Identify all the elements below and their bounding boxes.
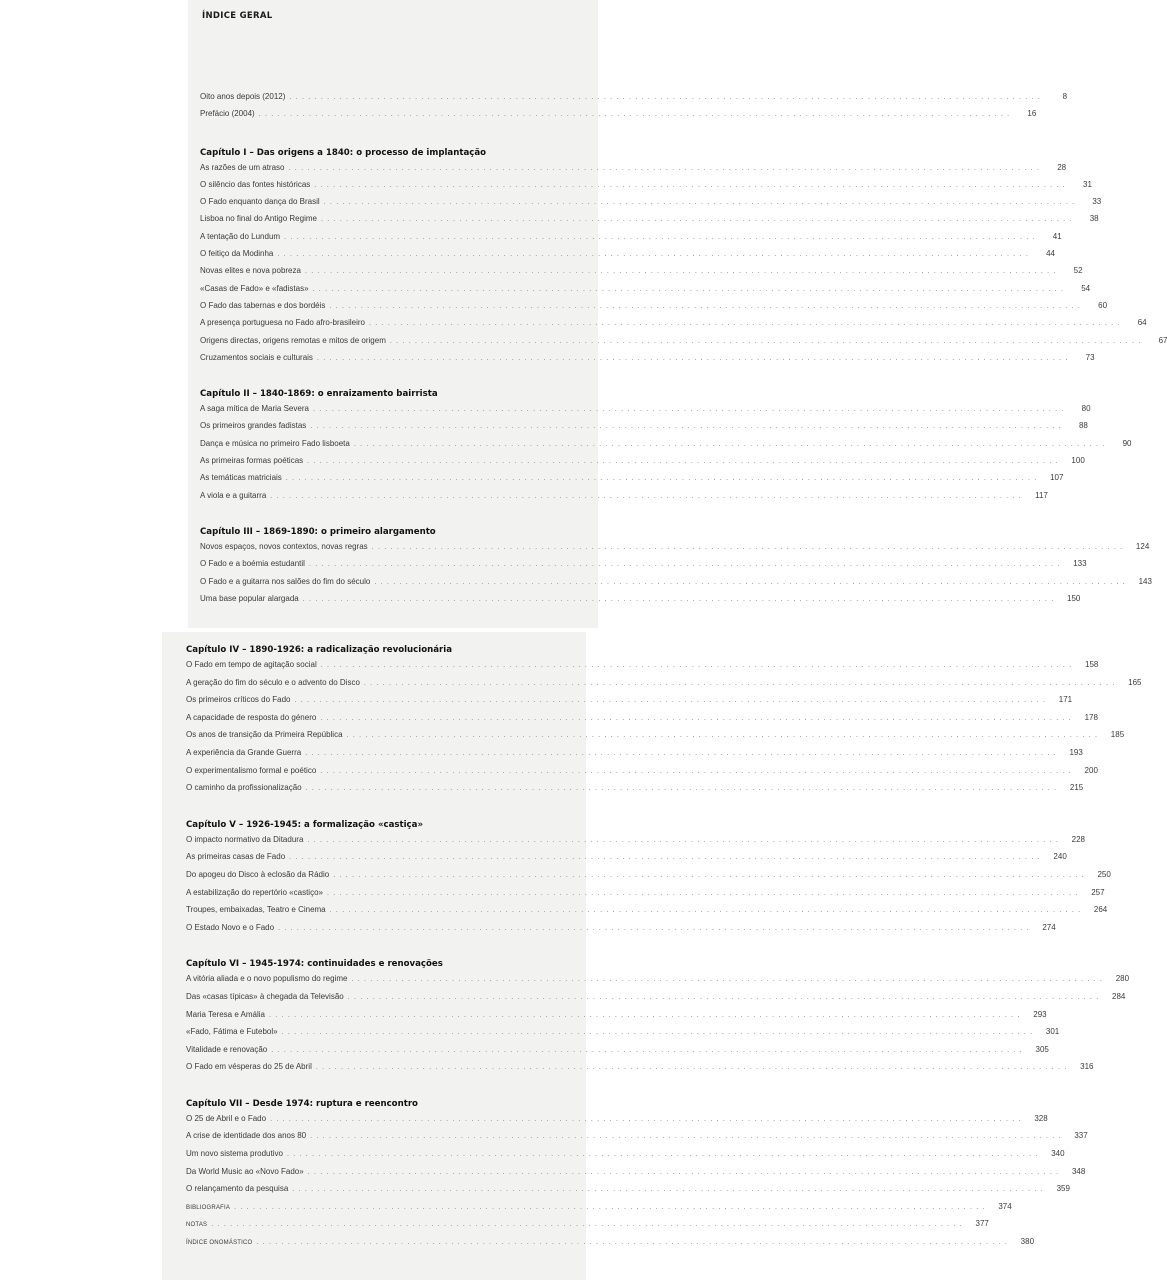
entry-label: Novos espaços, novos contextos, novas regras xyxy=(200,541,368,551)
entry-label: As razões de um atraso xyxy=(200,162,285,172)
entry-label: A estabilização do repertório «castiço» xyxy=(186,887,323,897)
entry-page-number: 73 xyxy=(1085,352,1095,362)
entry-label: Uma base popular alargada xyxy=(200,593,299,603)
chapter-section xyxy=(200,143,1167,371)
chapter-section xyxy=(186,815,1111,941)
dot-leader: . . . . . . . . . . . . . . . . . . . . . . . . . . . . . . . . . . . . . . . . . . . . . . . . . . . . . . . . . . . . . . . . . . . . . . . . . . . . . . . . . . . . . . . . . . . . . . . . . . . . . . . . . . . . . . . . . . . . . . . . xyxy=(314,181,1066,189)
chapter-title: Capítulo I – Das origens a 1840: o processo de implantação xyxy=(200,147,487,158)
chapter-title: Capítulo VI – 1945-1974: continuidades e renovações xyxy=(186,959,443,970)
entry-page-number: 107 xyxy=(1050,473,1064,483)
index-title: ÍNDICE GERAL xyxy=(202,11,273,21)
entry-label: O relançamento da pesquisa xyxy=(186,1184,289,1194)
entry-label: As primeiras formas poéticas xyxy=(200,456,304,466)
dot-leader: . . . . . . . . . . . . . . . . . . . . . . . . . . . . . . . . . . . . . . . . . . . . . . . . . . . . . . . . . . . . . . . . . . . . . . . . . . . . . . . . . . . . . . . . . . . . . . . . . . . . . . . . . . . . . . . . . . . . . . . . xyxy=(285,475,1038,483)
toc-entry xyxy=(186,695,1073,713)
dot-leader: . . . . . . . . . . . . . . . . . . . . . . . . . . . . . . . . . . . . . . . . . . . . . . . . . . . . . . . . . . . . . . . . . . . . . . . . . . . . . . . . . . . . . . . . . . . . . . . . . . . . . . . . . . . . . . . . . . . . . . . . xyxy=(307,1168,1060,1176)
entry-page-number: 80 xyxy=(1081,404,1091,414)
dot-leader: . . . . . . . . . . . . . . . . . . . . . . . . . . . . . . . . . . . . . . . . . . . . . . . . . . . . . . . . . . . . . . . . . . . . . . . . . . . . . . . . . . . . . . . . . . . . . . . . . . . . . . . . . . . . . . . . . . . . . . . . xyxy=(347,993,1100,1001)
dot-leader: . . . . . . . . . . . . . . . . . . . . . . . . . . . . . . . . . . . . . . . . . . . . . . . . . . . . . . . . . . . . . . . . . . . . . . . . . . . . . . . . . . . . . . . . . . . . . . . . . . . . . . . . . . . . . . . . . . . . . . . . xyxy=(310,423,1062,431)
chapter-title: Capítulo VII – Desde 1974: ruptura e reencontro xyxy=(186,1098,418,1109)
entry-label: Vitalidade e renovação xyxy=(186,1044,268,1054)
entry-label: Da World Music ao «Novo Fado» xyxy=(186,1166,304,1176)
entry-page-number: 90 xyxy=(1122,438,1132,448)
dot-leader: . . . . . . . . . . . . . . . . . . . . . . . . . . . . . . . . . . . . . . . . . . . . . . . . . . . . . . . . . . . . . . . . . . . . . . . . . . . . . . . . . . . . . . . . . . . . . . . . . . . . . . . . . . . . . . . . . . . . . . . . xyxy=(369,320,1121,328)
entry-page-number: 200 xyxy=(1084,765,1098,775)
entry-label: Troupes, embaixadas, Teatro e Cinema xyxy=(186,905,326,915)
toc-entry xyxy=(200,456,1085,473)
entry-page-number: 377 xyxy=(975,1219,989,1229)
entry-label: Maria Teresa e Amália xyxy=(186,1009,265,1019)
dot-leader: . . . . . . . . . . . . . . . . . . . . . . . . . . . . . . . . . . . . . . . . . . . . . . . . . . . . . . . . . . . . . . . . . . . . . . . . . . . . . . . . . . . . . . . . . . . . . . . . . . . . . . . . . . . . . . . . . . . . . . . . xyxy=(277,251,1029,259)
toc-entry xyxy=(200,490,1048,508)
entry-label: A vitória aliada e o novo populismo do regime xyxy=(186,974,348,984)
entry-label: NOTAS xyxy=(186,1222,208,1229)
toc-entry xyxy=(200,179,1092,197)
entry-page-number: 31 xyxy=(1083,179,1092,189)
dot-leader: . . . . . . . . . . . . . . . . . . . . . . . . . . . . . . . . . . . . . . . . . . . . . . . . . . . . . . . . . . . . . . . . . . . . . . . . . . . . . . . . . . . . . . . . . . . . . . . . . . . . . . . . . . . . . . . . . . . . . . . . xyxy=(315,1064,1068,1072)
entry-page-number: 374 xyxy=(998,1201,1012,1211)
entry-label: Novas elites e nova pobreza xyxy=(200,266,301,276)
entry-label: O Fado em vésperas do 25 de Abril xyxy=(186,1062,312,1072)
entry-label: O Fado em tempo de agitação social xyxy=(186,660,317,669)
toc-entry xyxy=(186,1009,1047,1028)
dot-leader: . . . . . . . . . . . . . . . . . . . . . . . . . . . . . . . . . . . . . . . . . . . . . . . . . . . . . . . . . . . . . . . . . . . . . . . . . . . . . . . . . . . . . . . . . . . . . . . . . . . . . . . . . . . . . . . . . . . . . . . . xyxy=(333,871,1085,879)
dot-leader: . . . . . . . . . . . . . . . . . . . . . . . . . . . . . . . . . . . . . . . . . . . . . . . . . . . . . . . . . . . . . . . . . . . . . . . . . . . . . . . . . . . . . . . . . . . . . . . . . . . . . . . . . . . . . . . . . . . . . . . . xyxy=(284,233,1036,241)
entry-page-number: 88 xyxy=(1078,421,1088,431)
entry-label: O feitiço da Modinha xyxy=(200,249,274,259)
entry-page-number: 305 xyxy=(1035,1044,1049,1054)
toc-entry xyxy=(186,1219,989,1237)
entry-page-number: 240 xyxy=(1053,852,1067,862)
dot-leader: . . . . . . . . . . . . . . . . . . . . . . . . . . . . . . . . . . . . . . . . . . . . . . . . . . . . . . . . . . . . . . . . . . . . . . . . . . . . . . . . . . . . . . . . . . . . . . . . . . . . . . . . . . . . . . . . . . . . . . . . xyxy=(307,836,1060,844)
toc-entry xyxy=(200,404,1091,421)
entry-page-number: 28 xyxy=(1057,162,1067,172)
entry-page-number: 328 xyxy=(1034,1113,1048,1123)
entry-page-number: 274 xyxy=(1042,922,1056,932)
toc-entry xyxy=(186,1062,1094,1080)
toc-entry xyxy=(186,747,1083,766)
toc-entry xyxy=(200,541,1150,559)
entry-page-number: 337 xyxy=(1074,1131,1088,1141)
entry-label: A saga mítica de Maria Severa xyxy=(200,404,309,414)
toc-entry xyxy=(186,1184,1070,1202)
entry-label: A experiência da Grande Guerra xyxy=(186,747,302,757)
toc-entry xyxy=(186,1166,1086,1185)
chapter-title: Capítulo IV – 1890-1926: a radicalização revolucionária xyxy=(186,645,453,655)
entry-page-number: 124 xyxy=(1135,541,1150,551)
chapter-section xyxy=(186,640,1142,801)
entry-page-number: 54 xyxy=(1081,283,1091,293)
dot-leader: . . . . . . . . . . . . . . . . . . . . . . . . . . . . . . . . . . . . . . . . . . . . . . . . . . . . . . . . . . . . . . . . . . . . . . . . . . . . . . . . . . . . . . . . . . . . . . . . . . . . . . . . . . . . . . . . . . . . . . . . xyxy=(281,1029,1034,1037)
toc-entry xyxy=(200,197,1102,214)
dot-leader: . . . . . . . . . . . . . . . . . . . . . . . . . . . . . . . . . . . . . . . . . . . . . . . . . . . . . . . . . . . . . . . . . . . . . . . . . . . . . . . . . . . . . . . . . . . . . . . . . . . . . . . . . . . . . . . . . . . . . . . . xyxy=(371,543,1124,551)
toc-entry xyxy=(200,421,1088,438)
entry-page-number: 284 xyxy=(1112,991,1126,1001)
entry-label: BIBLIOGRAFIA xyxy=(186,1204,231,1211)
entry-label: O impacto normativo da Ditadura xyxy=(186,834,304,844)
chapter-title: Capítulo III – 1869-1890: o primeiro alargamento xyxy=(200,526,436,537)
entry-page-number: 16 xyxy=(1027,109,1037,119)
dot-leader: . . . . . . . . . . . . . . . . . . . . . . . . . . . . . . . . . . . . . . . . . . . . . . . . . . . . . . . . . . . . . . . . . . . . . . . . . . . . . . . . . . . . . . . . . . . . . . . . . . . . . . . . . . . . . . . . . . . . . . . . xyxy=(292,1186,1044,1194)
dot-leader: . . . . . . . . . . . . . . . . . . . . . . . . . . . . . . . . . . . . . . . . . . . . . . . . . . . . . . . . . . . . . . . . . . . . . . . . . . . . . . . . . . . . . . . . . . . . . . . . . . . . . . . . . . . . . . . . . . . . . . . . xyxy=(305,785,1058,793)
entry-label: «Fado, Fátima e Futebol» xyxy=(186,1027,278,1037)
entry-label: O experimentalismo formal e poético xyxy=(186,765,317,775)
toc-entry xyxy=(186,1201,1012,1220)
dot-leader: . . . . . . . . . . . . . . . . . . . . . . . . . . . . . . . . . . . . . . . . . . . . . . . . . . . . . . . . . . . . . . . . . . . . . . . . . . . . . . . . . . . . . . . . . . . . . . . . . . . . . . . . . . . . . . . . . . . . . . . . xyxy=(270,492,1022,500)
entry-label: «Casas de Fado» e «fadistas» xyxy=(200,283,309,293)
dot-leader: . . . . . . . . . . . . . . . . . . . . . . . . . . . . . . . . . . . . . . . . . . . . . . . . . . . . . . . . . . . . . . . . . . . . . . . . . . . . . . . . . . . . . . . . . . . . . . . . . . . . . . . . . . . . . . . . . . . . . . . . xyxy=(374,578,1126,586)
toc-entry xyxy=(186,1131,1088,1149)
entry-label: Do apogeu do Disco à eclosão da Rádio xyxy=(186,869,330,879)
chapter-section xyxy=(186,1094,1088,1202)
toc-entry xyxy=(186,660,1099,678)
entry-label: O silêncio das fontes históricas xyxy=(200,179,311,189)
entry-page-number: 41 xyxy=(1052,231,1062,241)
entry-page-number: 171 xyxy=(1058,695,1073,705)
entry-label: A geração do fim do século e o advento do Disco xyxy=(186,677,360,687)
entry-label: Os primeiros grandes fadistas xyxy=(200,421,307,431)
entry-page-number: 380 xyxy=(1020,1237,1035,1247)
toc-entry xyxy=(186,922,1056,941)
toc-entry xyxy=(186,765,1098,784)
toc-entry xyxy=(186,1237,1035,1255)
entry-page-number: 117 xyxy=(1035,490,1048,500)
toc-top xyxy=(200,92,1167,611)
chapters-bottom-list xyxy=(186,640,1142,1202)
toc-entry xyxy=(200,162,1067,180)
toc-bottom xyxy=(186,640,1142,1255)
dot-leader: . . . . . . . . . . . . . . . . . . . . . . . . . . . . . . . . . . . . . . . . . . . . . . . . . . . . . . . . . . . . . . . . . . . . . . . . . . . . . . . . . . . . . . . . . . . . . . . . . . . . . . . . . . . . . . . . . . . . . . . . xyxy=(271,1046,1023,1054)
entry-page-number: 158 xyxy=(1085,660,1099,669)
dot-leader: . . . . . . . . . . . . . . . . . . . . . . . . . . . . . . . . . . . . . . . . . . . . . . . . . . . . . . . . . . . . . . . . . . . . . . . . . . . . . . . . . . . . . . . . . . . . . . . . . . . . . . . . . . . . . . . . . . . . . . . . xyxy=(302,595,1055,603)
dot-leader: . . . . . . . . . . . . . . . . . . . . . . . . . . . . . . . . . . . . . . . . . . . . . . . . . . . . . . . . . . . . . . . . . . . . . . . . . . . . . . . . . . . . . . . . . . . . . . . . . . . . . . . . . . . . . . . . . . . . . . . . xyxy=(351,976,1104,984)
toc-entry xyxy=(200,335,1167,353)
toc-entry xyxy=(186,991,1126,1010)
entry-label: Os primeiros críticos do Fado xyxy=(186,695,291,705)
entry-page-number: 264 xyxy=(1093,905,1108,915)
dot-leader: . . . . . . . . . . . . . . . . . . . . . . . . . . . . . . . . . . . . . . . . . . . . . . . . . . . . . . . . . . . . . . . . . . . . . . . . . . . . . . . . . . . . . . . . . . . . . . . . . . . . . . . . . . . . . . . . . . . . . . . . xyxy=(270,1115,1022,1123)
entry-label: O Fado das tabernas e dos bordéis xyxy=(200,300,326,310)
dot-leader: . . . . . . . . . . . . . . . . . . . . . . . . . . . . . . . . . . . . . . . . . . . . . . . . . . . . . . . . . . . . . . . . . . . . . . . . . . . . . . . . . . . . . . . . . . . . . . . . . . . . . . . . . . . . . . . . . . . . . . . . xyxy=(346,732,1099,740)
dot-leader: . . . . . . . . . . . . . . . . . . . . . . . . . . . . . . . . . . . . . . . . . . . . . . . . . . . . . . . . . . . . . . . . . . . . . . . . . . . . . . . . . . . . . . . . . . . . . . . . . . . . . . . . . . . . . . . . . . . . . . . . xyxy=(286,1151,1039,1159)
toc-entry xyxy=(186,712,1098,731)
entry-label: A crise de identidade dos anos 80 xyxy=(186,1131,307,1141)
dot-leader: . . . . . . . . . . . . . . . . . . . . . . . . . . . . . . . . . . . . . . . . . . . . . . . . . . . . . . . . . . . . . . . . . . . . . . . . . . . . . . . . . . . . . . . . . . . . . . . . . . . . . . . . . . . . . . . . . . . . . . . . xyxy=(329,907,1082,915)
dot-leader: . . . . . . . . . . . . . . . . . . . . . . . . . . . . . . . . . . . . . . . . . . . . . . . . . . . . . . . . . . . . . . . . . . . . . . . . . . . . . . . . . . . . . . . . . . . . . . . . . . . . . . . . . . . . . . . . . . . . . . . . xyxy=(278,924,1030,932)
dot-leader: . . . . . . . . . . . . . . . . . . . . . . . . . . . . . . . . . . . . . . . . . . . . . . . . . . . . . . . . . . . . . . . . . . . . . . . . . . . . . . . . . . . . . . . . . . . . . . . . . . . . . . . . . . . . . . . . . . . . . . . . xyxy=(269,1011,1021,1019)
entry-label: O caminho da profissionalização xyxy=(186,783,302,793)
dot-leader: . . . . . . . . . . . . . . . . . . . . . . . . . . . . . . . . . . . . . . . . . . . . . . . . . . . . . . . . . . . . . . . . . . . . . . . . . . . . . . . . . . . . . . . . . . . . . . . . . . . . . . . . . . . . . . . . . . . . . . . . xyxy=(258,111,1011,119)
chapters-top-list xyxy=(200,143,1167,612)
chapter-title: Capítulo II – 1840-1869: o enraizamento bairrista xyxy=(200,389,438,400)
entry-label: O Fado e a guitarra nos salões do fim do século xyxy=(200,576,371,586)
entry-page-number: 359 xyxy=(1056,1184,1070,1194)
entry-label: Um novo sistema produtivo xyxy=(186,1149,283,1159)
toc-entry xyxy=(200,438,1132,456)
entry-page-number: 67 xyxy=(1158,335,1167,345)
entry-page-number: 52 xyxy=(1073,266,1083,276)
dot-leader: . . . . . . . . . . . . . . . . . . . . . . . . . . . . . . . . . . . . . . . . . . . . . . . . . . . . . . . . . . . . . . . . . . . . . . . . . . . . . . . . . . . . . . . . . . . . . . . . . . . . . . . . . . . . . . . . . . . . . . . . xyxy=(305,749,1057,757)
entry-page-number: 143 xyxy=(1138,576,1152,586)
entry-label: As primeiras casas de Fado xyxy=(186,852,286,862)
toc-entry xyxy=(200,576,1152,594)
dot-leader: . . . . . . . . . . . . . . . . . . . . . . . . . . . . . . . . . . . . . . . . . . . . . . . . . . . . . . . . . . . . . . . . . . . . . . . . . . . . . . . . . . . . . . . . . . . . . . . . . . . . . . . . . . . . . . . . . . . . . . . . xyxy=(320,662,1073,669)
toc-entry xyxy=(200,318,1147,335)
entry-page-number: 100 xyxy=(1071,456,1085,466)
toc-entry xyxy=(200,214,1099,231)
toc-entry xyxy=(186,1027,1060,1045)
entry-page-number: 340 xyxy=(1051,1149,1065,1159)
entry-label: Prefácio (2004) xyxy=(200,109,255,119)
toc-entry xyxy=(200,559,1087,576)
entry-label: ÍNDICE ONOMÁSTICO xyxy=(186,1240,253,1247)
entry-page-number: 64 xyxy=(1137,318,1147,328)
entry-page-number: 280 xyxy=(1115,974,1130,984)
entry-label: O Estado Novo e o Fado xyxy=(186,922,275,932)
toc-entry xyxy=(186,730,1125,748)
entry-page-number: 257 xyxy=(1091,887,1105,897)
toc-entry xyxy=(200,593,1081,611)
entry-label: A presença portuguesa no Fado afro-brasileiro xyxy=(200,318,365,328)
toc-entry xyxy=(186,852,1067,870)
dot-leader: . . . . . . . . . . . . . . . . . . . . . . . . . . . . . . . . . . . . . . . . . . . . . . . . . . . . . . . . . . . . . . . . . . . . . . . . . . . . . . . . . . . . . . . . . . . . . . . . . . . . . . . . . . . . . . . . . . . . . . . . xyxy=(289,854,1041,862)
entry-page-number: 44 xyxy=(1046,249,1055,259)
dot-leader: . . . . . . . . . . . . . . . . . . . . . . . . . . . . . . . . . . . . . . . . . . . . . . . . . . . . . . . . . . . . . . . . . . . . . . . . . . . . . . . . . . . . . . . . . . . . . . . . . . . . . . . . . . . . . . . . . . . . . . . . xyxy=(288,164,1041,172)
entry-page-number: 185 xyxy=(1110,730,1125,740)
toc-entry xyxy=(186,905,1108,923)
entry-label: O 25 de Abril e o Fado xyxy=(186,1113,267,1123)
toc-entry xyxy=(200,249,1055,266)
entry-label: Das «casas típicas» à chegada da Televisão xyxy=(186,991,344,1001)
entry-label: A viola e a guitarra xyxy=(200,490,267,500)
toc-entry xyxy=(200,109,1037,126)
index-page-top xyxy=(188,0,1167,628)
toc-entry xyxy=(186,1044,1049,1063)
entry-page-number: 316 xyxy=(1080,1062,1094,1072)
toc-entry xyxy=(200,473,1064,490)
entry-page-number: 228 xyxy=(1071,834,1086,844)
toc-entry xyxy=(200,352,1095,370)
chapter-title: Capítulo V – 1926-1945: a formalização «castiça» xyxy=(186,819,423,830)
entry-label: A capacidade de resposta do género xyxy=(186,712,317,722)
entry-page-number: 165 xyxy=(1128,677,1142,687)
entry-label: Origens directas, origens remotas e mitos de origem xyxy=(200,335,386,345)
chapter-section xyxy=(200,522,1152,611)
toc-entry xyxy=(186,834,1086,853)
dot-leader: . . . . . . . . . . . . . . . . . . . . . . . . . . . . . . . . . . . . . . . . . . . . . . . . . . . . . . . . . . . . . . . . . . . . . . . . . . . . . . . . . . . . . . . . . . . . . . . . . . . . . . . . . . . . . . . . . . . . . . . . xyxy=(316,354,1069,362)
toc-entry xyxy=(186,1113,1048,1132)
entry-page-number: 293 xyxy=(1033,1009,1047,1019)
dot-leader: . . . . . . . . . . . . . . . . . . . . . . . . . . . . . . . . . . . . . . . . . . . . . . . . . . . . . . . . . . . . . . . . . . . . . . . . . . . . . . . . . . . . . . . . . . . . . . . . . . . . . . . . . . . . . . . . . . . . . . . . xyxy=(307,458,1059,466)
dot-leader: . . . . . . . . . . . . . . . . . . . . . . . . . . . . . . . . . . . . . . . . . . . . . . . . . . . . . . . . . . . . . . . . . . . . . . . . . . . . . . . . . . . . . . . . . . . . . . . . . . . . . . . . . . . . . . . . . . . . . . . . xyxy=(312,406,1065,414)
toc-entry xyxy=(200,231,1062,249)
entry-label: Oito anos depois (2012) xyxy=(200,92,286,101)
entry-page-number: 133 xyxy=(1073,559,1087,569)
dot-leader: . . . . . . . . . . . . . . . . . . . . . . . . . . . . . . . . . . . . . . . . . . . . . . . . . . . . . . . . . . . . . . . . . . . . . . . . . . . . . . . . . . . . . . . . . . . . . . . . . . . . . . . . . . . . . . . . . . . . . . . . xyxy=(320,767,1072,775)
entry-page-number: 215 xyxy=(1069,783,1084,793)
dot-leader: . . . . . . . . . . . . . . . . . . . . . . . . . . . . . . . . . . . . . . . . . . . . . . . . . . . . . . . . . . . . . . . . . . . . . . . . . . . . . . . . . . . . . . . . . . . . . . . . . . . . . . . . . . . . . . . . . . . . . . . . xyxy=(304,268,1057,276)
entry-label: Cruzamentos sociais e culturais xyxy=(200,352,313,362)
dot-leader: . . . . . . . . . . . . . . . . . . . . . . . . . . . . . . . . . . . . . . . . . . . . . . . . . . . . . . . . . . . . . . . . . . . . . . . . . . . . . . . . . . . . . . . . . . . . . . . . . . . . . . . . . . . . . . . . . . . . . . . . xyxy=(312,285,1065,293)
toc-entry xyxy=(200,266,1083,283)
entry-page-number: 150 xyxy=(1067,593,1081,603)
dot-leader: . . . . . . . . . . . . . . . . . . . . . . . . . . . . . . . . . . . . . . . . . . . . . . . . . . . . . . . . . . . . . . . . . . . . . . . . . . . . . . . . . . . . . . . . . . . . . . . . . . . . . . . . . . . . . . . . . . . . . . . . xyxy=(320,714,1072,722)
entry-page-number: 193 xyxy=(1069,747,1083,757)
entry-page-number: 33 xyxy=(1092,197,1102,207)
chapter-section xyxy=(200,384,1132,508)
dot-leader: . . . . . . . . . . . . . . . . . . . . . . . . . . . . . . . . . . . . . . . . . . . . . . . . . . . . . . . . . . . . . . . . . . . . . . . . . . . . . . . . . . . . . . . . . . . . . . . . . . . . . . . . . . . . . . . . . . . . . . . . xyxy=(326,889,1079,897)
dot-leader: . . . . . . . . . . . . . . . . . . . . . . . . . . . . . . . . . . . . . . . . . . . . . . . . . . . . . . . . . . . . . . . . . . . . . . . . . . . . . . . . . . . . . . . . . . . . . . . . . . . . . . . . . . . . . . . . . . . . . . . . xyxy=(320,216,1073,224)
dot-leader: . . . . . . . . . . . . . . . . . . . . . . . . . . . . . . . . . . . . . . . . . . . . . . . . . . . . . . . . . . . . . . . . . . . . . . . . . . . . . . . . . . . . . . . . . . . . . . . . . . . . . . . . . . . . . . . . . . . . . . . . xyxy=(389,337,1142,345)
entry-page-number: 301 xyxy=(1045,1027,1060,1037)
toc-entry xyxy=(186,677,1142,696)
dot-leader: . . . . . . . . . . . . . . . . . . . . . . . . . . . . . . . . . . . . . . . . . . . . . . . . . . . . . . . . . . . . . . . . . . . . . . . . . . . . . . . . . . . . . . . . . . . . . . . . . . . . . . . . . . . . . . . . . . . . . . . . xyxy=(211,1221,963,1229)
entry-page-number: 250 xyxy=(1097,869,1111,879)
entry-page-number: 60 xyxy=(1098,300,1108,310)
entry-label: Dança e música no primeiro Fado lisboeta xyxy=(200,438,350,448)
entry-label: O Fado e a boémia estudantil xyxy=(200,559,305,569)
dot-leader: . . . . . . . . . . . . . . . . . . . . . . . . . . . . . . . . . . . . . . . . . . . . . . . . . . . . . . . . . . . . . . . . . . . . . . . . . . . . . . . . . . . . . . . . . . . . . . . . . . . . . . . . . . . . . . . . . . . . . . . . xyxy=(294,697,1047,705)
toc-entry xyxy=(186,1149,1065,1167)
toc-entry xyxy=(200,283,1091,301)
entry-page-number: 38 xyxy=(1089,214,1099,224)
toc-entry xyxy=(200,300,1108,318)
entry-label: Os anos de transição da Primeira República xyxy=(186,730,343,740)
entry-page-number: 8 xyxy=(1062,92,1068,101)
index-page-bottom xyxy=(162,632,1142,1280)
dot-leader: . . . . . . . . . . . . . . . . . . . . . . . . . . . . . . . . . . . . . . . . . . . . . . . . . . . . . . . . . . . . . . . . . . . . . . . . . . . . . . . . . . . . . . . . . . . . . . . . . . . . . . . . . . . . . . . . . . . . . . . . xyxy=(310,1133,1062,1141)
toc-entry xyxy=(186,869,1111,888)
dot-leader: . . . . . . . . . . . . . . . . . . . . . . . . . . . . . . . . . . . . . . . . . . . . . . . . . . . . . . . . . . . . . . . . . . . . . . . . . . . . . . . . . . . . . . . . . . . . . . . . . . . . . . . . . . . . . . . . . . . . . . . . xyxy=(289,94,1042,101)
dot-leader: . . . . . . . . . . . . . . . . . . . . . . . . . . . . . . . . . . . . . . . . . . . . . . . . . . . . . . . . . . . . . . . . . . . . . . . . . . . . . . . . . . . . . . . . . . . . . . . . . . . . . . . . . . . . . . . . . . . . . . . . xyxy=(323,199,1076,207)
dot-leader: . . . . . . . . . . . . . . . . . . . . . . . . . . . . . . . . . . . . . . . . . . . . . . . . . . . . . . . . . . . . . . . . . . . . . . . . . . . . . . . . . . . . . . . . . . . . . . . . . . . . . . . . . . . . . . . . . . . . . . . . xyxy=(329,302,1082,310)
back-matter-list xyxy=(186,1201,1035,1255)
entry-label: O Fado enquanto dança do Brasil xyxy=(200,197,320,207)
dot-leader: . . . . . . . . . . . . . . . . . . . . . . . . . . . . . . . . . . . . . . . . . . . . . . . . . . . . . . . . . . . . . . . . . . . . . . . . . . . . . . . . . . . . . . . . . . . . . . . . . . . . . . . . . . . . . . . . . . . . . . . . xyxy=(256,1239,1009,1247)
toc-entry xyxy=(186,974,1130,992)
dot-leader: . . . . . . . . . . . . . . . . . . . . . . . . . . . . . . . . . . . . . . . . . . . . . . . . . . . . . . . . . . . . . . . . . . . . . . . . . . . . . . . . . . . . . . . . . . . . . . . . . . . . . . . . . . . . . . . . . . . . . . . . xyxy=(234,1203,986,1211)
entry-page-number: 348 xyxy=(1071,1166,1086,1176)
dot-leader: . . . . . . . . . . . . . . . . . . . . . . . . . . . . . . . . . . . . . . . . . . . . . . . . . . . . . . . . . . . . . . . . . . . . . . . . . . . . . . . . . . . . . . . . . . . . . . . . . . . . . . . . . . . . . . . . . . . . . . . . xyxy=(363,679,1116,687)
chapter-section xyxy=(186,954,1130,1080)
dot-leader: . . . . . . . . . . . . . . . . . . . . . . . . . . . . . . . . . . . . . . . . . . . . . . . . . . . . . . . . . . . . . . . . . . . . . . . . . . . . . . . . . . . . . . . . . . . . . . . . . . . . . . . . . . . . . . . . . . . . . . . . xyxy=(353,440,1106,448)
entry-label: As temáticas matriciais xyxy=(200,473,282,483)
dot-leader: . . . . . . . . . . . . . . . . . . . . . . . . . . . . . . . . . . . . . . . . . . . . . . . . . . . . . . . . . . . . . . . . . . . . . . . . . . . . . . . . . . . . . . . . . . . . . . . . . . . . . . . . . . . . . . . . . . . . . . . . xyxy=(308,561,1061,569)
entry-label: A tentação do Lundum xyxy=(200,231,281,241)
toc-entry xyxy=(186,887,1105,906)
entry-label: Lisboa no final do Antigo Regime xyxy=(200,214,317,224)
front-matter-list xyxy=(200,92,1068,127)
toc-entry xyxy=(186,783,1084,801)
toc-entry xyxy=(200,92,1068,109)
entry-page-number: 178 xyxy=(1084,712,1098,722)
